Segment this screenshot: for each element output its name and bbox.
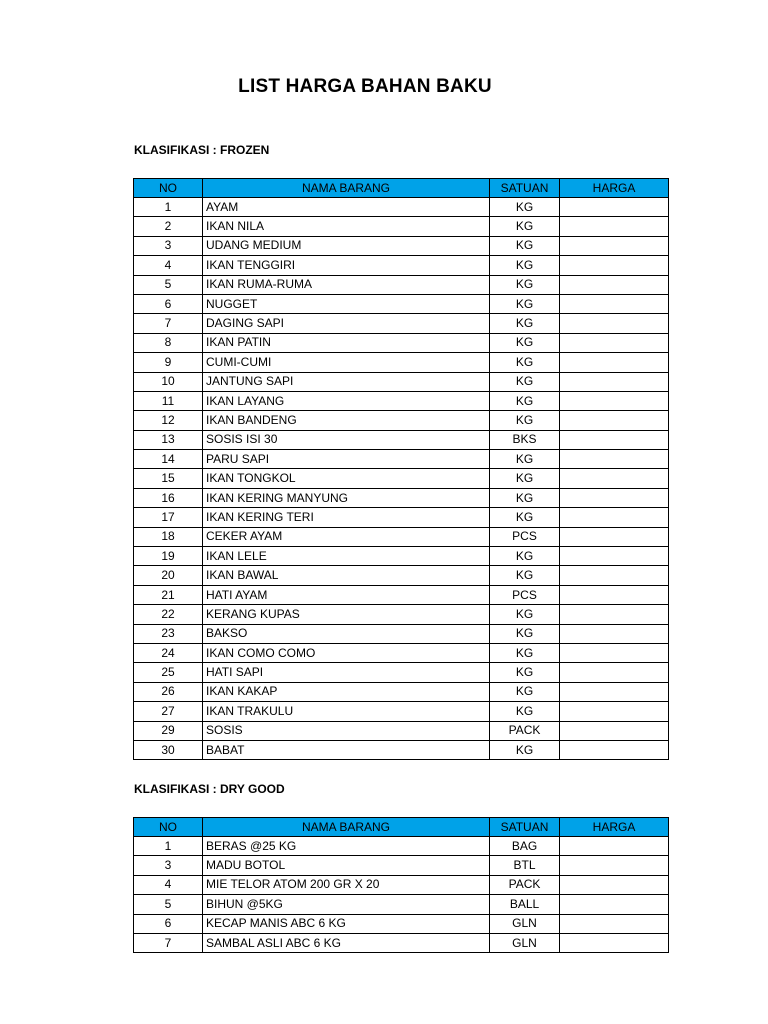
price-cell <box>560 391 669 410</box>
column-header-price: HARGA <box>560 179 669 198</box>
price-cell <box>560 875 669 894</box>
table-row <box>134 527 669 546</box>
table-row <box>134 488 669 507</box>
item-name-cell: IKAN KAKAP <box>203 682 490 701</box>
table-row <box>134 702 669 721</box>
unit-cell: KG <box>490 643 560 662</box>
price-cell <box>560 933 669 952</box>
unit-cell: KG <box>490 256 560 275</box>
unit-cell: GLN <box>490 933 560 952</box>
frozen-table-body <box>134 198 669 760</box>
table-row <box>134 914 669 933</box>
row-number-cell: 13 <box>134 430 203 449</box>
unit-cell: PACK <box>490 721 560 740</box>
unit-cell: KG <box>490 508 560 527</box>
column-header-price: HARGA <box>560 818 669 837</box>
row-number-cell: 24 <box>134 643 203 662</box>
unit-cell: PCS <box>490 585 560 604</box>
unit-cell: KG <box>490 469 560 488</box>
table-row <box>134 372 669 391</box>
item-name-cell: HATI SAPI <box>203 663 490 682</box>
price-cell <box>560 740 669 759</box>
price-cell <box>560 702 669 721</box>
unit-cell: KG <box>490 488 560 507</box>
row-number-cell: 2 <box>134 217 203 236</box>
unit-cell: BKS <box>490 430 560 449</box>
price-cell <box>560 605 669 624</box>
table-row <box>134 236 669 255</box>
table-row <box>134 643 669 662</box>
price-cell <box>560 275 669 294</box>
row-number-cell: 30 <box>134 740 203 759</box>
price-cell <box>560 837 669 856</box>
price-cell <box>560 430 669 449</box>
unit-cell: KG <box>490 547 560 566</box>
table-row <box>134 585 669 604</box>
item-name-cell: CEKER AYAM <box>203 527 490 546</box>
unit-cell: KG <box>490 314 560 333</box>
item-name-cell: IKAN KERING TERI <box>203 508 490 527</box>
unit-cell: PACK <box>490 875 560 894</box>
item-name-cell: BERAS @25 KG <box>203 837 490 856</box>
row-number-cell: 10 <box>134 372 203 391</box>
unit-cell: BTL <box>490 856 560 875</box>
table-row <box>134 256 669 275</box>
item-name-cell: IKAN BAWAL <box>203 566 490 585</box>
table-row <box>134 605 669 624</box>
price-cell <box>560 914 669 933</box>
price-cell <box>560 333 669 352</box>
item-name-cell: NUGGET <box>203 294 490 313</box>
table-row <box>134 430 669 449</box>
item-name-cell: JANTUNG SAPI <box>203 372 490 391</box>
unit-cell: KG <box>490 450 560 469</box>
row-number-cell: 29 <box>134 721 203 740</box>
table-row <box>134 411 669 430</box>
column-header-no: NO <box>134 179 203 198</box>
table-row <box>134 895 669 914</box>
price-cell <box>560 372 669 391</box>
item-name-cell: IKAN KERING MANYUNG <box>203 488 490 507</box>
table-row <box>134 663 669 682</box>
table-row <box>134 198 669 217</box>
table-header-row <box>134 818 669 837</box>
unit-cell: KG <box>490 624 560 643</box>
item-name-cell: IKAN LELE <box>203 547 490 566</box>
item-name-cell: BIHUN @5KG <box>203 895 490 914</box>
item-name-cell: CUMI-CUMI <box>203 353 490 372</box>
table-row <box>134 740 669 759</box>
table-row <box>134 469 669 488</box>
unit-cell: KG <box>490 198 560 217</box>
price-cell <box>560 856 669 875</box>
item-name-cell: MIE TELOR ATOM 200 GR X 20 <box>203 875 490 894</box>
row-number-cell: 23 <box>134 624 203 643</box>
item-name-cell: AYAM <box>203 198 490 217</box>
unit-cell: KG <box>490 605 560 624</box>
row-number-cell: 4 <box>134 875 203 894</box>
row-number-cell: 9 <box>134 353 203 372</box>
item-name-cell: IKAN PATIN <box>203 333 490 352</box>
table-row <box>134 314 669 333</box>
row-number-cell: 17 <box>134 508 203 527</box>
row-number-cell: 18 <box>134 527 203 546</box>
row-number-cell: 6 <box>134 294 203 313</box>
row-number-cell: 4 <box>134 256 203 275</box>
row-number-cell: 27 <box>134 702 203 721</box>
row-number-cell: 6 <box>134 914 203 933</box>
price-cell <box>560 469 669 488</box>
price-cell <box>560 585 669 604</box>
table-row <box>134 682 669 701</box>
row-number-cell: 21 <box>134 585 203 604</box>
item-name-cell: PARU SAPI <box>203 450 490 469</box>
price-cell <box>560 353 669 372</box>
item-name-cell: IKAN NILA <box>203 217 490 236</box>
row-number-cell: 14 <box>134 450 203 469</box>
unit-cell: KG <box>490 353 560 372</box>
column-header-no: NO <box>134 818 203 837</box>
section-label-dry-good: KLASIFIKASI : DRY GOOD <box>134 782 285 796</box>
item-name-cell: IKAN TRAKULU <box>203 702 490 721</box>
price-cell <box>560 527 669 546</box>
row-number-cell: 12 <box>134 411 203 430</box>
item-name-cell: IKAN COMO COMO <box>203 643 490 662</box>
price-cell <box>560 721 669 740</box>
dry-good-table <box>133 817 669 953</box>
row-number-cell: 16 <box>134 488 203 507</box>
unit-cell: KG <box>490 663 560 682</box>
unit-cell: KG <box>490 372 560 391</box>
table-row <box>134 217 669 236</box>
table-row <box>134 450 669 469</box>
price-cell <box>560 643 669 662</box>
row-number-cell: 5 <box>134 895 203 914</box>
row-number-cell: 26 <box>134 682 203 701</box>
unit-cell: KG <box>490 702 560 721</box>
dry-good-table-body <box>134 837 669 953</box>
unit-cell: KG <box>490 682 560 701</box>
price-cell <box>560 488 669 507</box>
row-number-cell: 3 <box>134 236 203 255</box>
table-row <box>134 294 669 313</box>
price-cell <box>560 682 669 701</box>
table-row <box>134 837 669 856</box>
page-title: LIST HARGA BAHAN BAKU <box>238 76 492 97</box>
unit-cell: KG <box>490 217 560 236</box>
unit-cell: KG <box>490 333 560 352</box>
table-header-row <box>134 179 669 198</box>
item-name-cell: SAMBAL ASLI ABC 6 KG <box>203 933 490 952</box>
row-number-cell: 3 <box>134 856 203 875</box>
item-name-cell: MADU BOTOL <box>203 856 490 875</box>
row-number-cell: 11 <box>134 391 203 410</box>
unit-cell: KG <box>490 391 560 410</box>
item-name-cell: SOSIS ISI 30 <box>203 430 490 449</box>
column-header-name: NAMA BARANG <box>203 818 490 837</box>
table-row <box>134 933 669 952</box>
unit-cell: KG <box>490 236 560 255</box>
table-row <box>134 547 669 566</box>
row-number-cell: 19 <box>134 547 203 566</box>
table-row <box>134 353 669 372</box>
item-name-cell: IKAN RUMA-RUMA <box>203 275 490 294</box>
frozen-table <box>133 178 669 760</box>
item-name-cell: IKAN LAYANG <box>203 391 490 410</box>
price-cell <box>560 294 669 313</box>
price-cell <box>560 256 669 275</box>
item-name-cell: BAKSO <box>203 624 490 643</box>
table-row <box>134 275 669 294</box>
unit-cell: PCS <box>490 527 560 546</box>
table-row <box>134 566 669 585</box>
price-cell <box>560 624 669 643</box>
unit-cell: KG <box>490 275 560 294</box>
unit-cell: KG <box>490 294 560 313</box>
table-row <box>134 624 669 643</box>
item-name-cell: DAGING SAPI <box>203 314 490 333</box>
row-number-cell: 7 <box>134 933 203 952</box>
price-cell <box>560 547 669 566</box>
table-row <box>134 391 669 410</box>
item-name-cell: UDANG MEDIUM <box>203 236 490 255</box>
price-cell <box>560 236 669 255</box>
table-row <box>134 856 669 875</box>
price-cell <box>560 217 669 236</box>
item-name-cell: KECAP MANIS ABC 6 KG <box>203 914 490 933</box>
row-number-cell: 7 <box>134 314 203 333</box>
item-name-cell: IKAN TENGGIRI <box>203 256 490 275</box>
price-cell <box>560 566 669 585</box>
row-number-cell: 20 <box>134 566 203 585</box>
item-name-cell: KERANG KUPAS <box>203 605 490 624</box>
price-cell <box>560 895 669 914</box>
item-name-cell: IKAN BANDENG <box>203 411 490 430</box>
row-number-cell: 1 <box>134 198 203 217</box>
table-row <box>134 508 669 527</box>
item-name-cell: HATI AYAM <box>203 585 490 604</box>
column-header-unit: SATUAN <box>490 818 560 837</box>
unit-cell: KG <box>490 566 560 585</box>
row-number-cell: 25 <box>134 663 203 682</box>
row-number-cell: 8 <box>134 333 203 352</box>
price-cell <box>560 508 669 527</box>
column-header-unit: SATUAN <box>490 179 560 198</box>
unit-cell: BAG <box>490 837 560 856</box>
unit-cell: GLN <box>490 914 560 933</box>
row-number-cell: 15 <box>134 469 203 488</box>
item-name-cell: BABAT <box>203 740 490 759</box>
table-row <box>134 333 669 352</box>
row-number-cell: 5 <box>134 275 203 294</box>
table-row <box>134 721 669 740</box>
unit-cell: BALL <box>490 895 560 914</box>
price-cell <box>560 314 669 333</box>
unit-cell: KG <box>490 740 560 759</box>
row-number-cell: 1 <box>134 837 203 856</box>
item-name-cell: SOSIS <box>203 721 490 740</box>
column-header-name: NAMA BARANG <box>203 179 490 198</box>
price-cell <box>560 663 669 682</box>
unit-cell: KG <box>490 411 560 430</box>
price-cell <box>560 411 669 430</box>
price-cell <box>560 450 669 469</box>
section-label-frozen: KLASIFIKASI : FROZEN <box>134 143 270 157</box>
item-name-cell: IKAN TONGKOL <box>203 469 490 488</box>
table-row <box>134 875 669 894</box>
row-number-cell: 22 <box>134 605 203 624</box>
price-cell <box>560 198 669 217</box>
